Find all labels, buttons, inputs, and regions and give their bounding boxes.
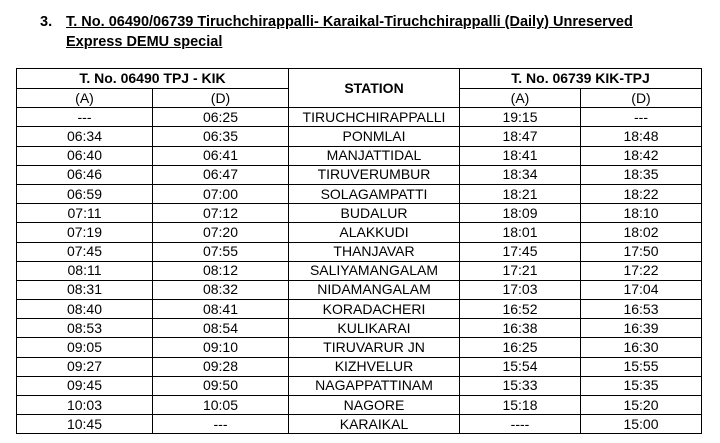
- left-departure-cell: 07:00: [153, 184, 289, 203]
- station-cell: KORADACHERI: [289, 300, 460, 319]
- station-cell: NIDAMANGALAM: [289, 280, 460, 299]
- table-row: [17, 204, 702, 223]
- left-arrival-cell: 10:45: [17, 415, 153, 434]
- station-cell: TIRUVARUR JN: [289, 338, 460, 357]
- left-arrival-cell: 07:19: [17, 223, 153, 242]
- left-departure-cell: 06:25: [153, 108, 289, 127]
- left-arrival-cell: 08:31: [17, 280, 153, 299]
- left-arrival-cell: 07:11: [17, 204, 153, 223]
- table-row: [17, 108, 702, 127]
- right-arrival-cell: 18:47: [460, 127, 581, 146]
- left-arrival-cell: 08:40: [17, 300, 153, 319]
- left-departure-cell: 06:47: [153, 165, 289, 184]
- station-cell: THANJAVAR: [289, 242, 460, 261]
- left-arrival-cell: 10:03: [17, 396, 153, 415]
- right-departure-header: (D): [581, 89, 702, 108]
- right-departure-cell: 17:04: [581, 280, 702, 299]
- station-cell: SALIYAMANGALAM: [289, 261, 460, 280]
- left-departure-cell: 08:12: [153, 261, 289, 280]
- right-arrival-cell: 17:45: [460, 242, 581, 261]
- left-departure-cell: 09:28: [153, 357, 289, 376]
- table-row: [17, 223, 702, 242]
- right-departure-cell: 18:35: [581, 165, 702, 184]
- right-arrival-cell: 16:52: [460, 300, 581, 319]
- table-row: [17, 280, 702, 299]
- timetable: [16, 68, 702, 434]
- right-arrival-cell: 17:21: [460, 261, 581, 280]
- right-arrival-cell: 18:41: [460, 146, 581, 165]
- right-arrival-cell: 18:34: [460, 165, 581, 184]
- right-departure-cell: 15:35: [581, 376, 702, 395]
- left-departure-cell: 06:41: [153, 146, 289, 165]
- right-departure-cell: 15:55: [581, 357, 702, 376]
- right-arrival-cell: 15:54: [460, 357, 581, 376]
- station-cell: NAGAPPATTINAM: [289, 376, 460, 395]
- left-departure-cell: 08:54: [153, 319, 289, 338]
- station-cell: PONMLAI: [289, 127, 460, 146]
- station-cell: SOLAGAMPATTI: [289, 184, 460, 203]
- right-arrival-cell: 19:15: [460, 108, 581, 127]
- right-arrival-cell: 15:18: [460, 396, 581, 415]
- station-cell: KULIKARAI: [289, 319, 460, 338]
- left-arrival-cell: ---: [17, 108, 153, 127]
- right-arrival-cell: 15:33: [460, 376, 581, 395]
- left-departure-cell: 09:10: [153, 338, 289, 357]
- right-departure-cell: 18:02: [581, 223, 702, 242]
- left-arrival-cell: 06:46: [17, 165, 153, 184]
- left-arrival-cell: 06:34: [17, 127, 153, 146]
- left-departure-header: (D): [153, 89, 289, 108]
- station-cell: TIRUCHCHIRAPPALLI: [289, 108, 460, 127]
- left-departure-cell: 08:32: [153, 280, 289, 299]
- left-departure-cell: ---: [153, 415, 289, 434]
- right-departure-cell: 17:50: [581, 242, 702, 261]
- station-cell: BUDALUR: [289, 204, 460, 223]
- station-cell: KARAIKAL: [289, 415, 460, 434]
- left-departure-cell: 07:55: [153, 242, 289, 261]
- table-row: [17, 165, 702, 184]
- table-row: [17, 396, 702, 415]
- table-row: [17, 376, 702, 395]
- left-departure-cell: 06:35: [153, 127, 289, 146]
- right-departure-cell: 17:22: [581, 261, 702, 280]
- left-arrival-cell: 09:05: [17, 338, 153, 357]
- right-departure-cell: 15:20: [581, 396, 702, 415]
- left-departure-cell: 09:50: [153, 376, 289, 395]
- station-cell: TIRUVERUMBUR: [289, 165, 460, 184]
- left-arrival-cell: 08:11: [17, 261, 153, 280]
- station-cell: NAGORE: [289, 396, 460, 415]
- table-row: [17, 357, 702, 376]
- left-departure-cell: 07:12: [153, 204, 289, 223]
- section-title-line2: Express DEMU special: [66, 34, 223, 50]
- right-arrival-cell: 16:38: [460, 319, 581, 338]
- right-arrival-cell: ----: [460, 415, 581, 434]
- right-departure-cell: 16:53: [581, 300, 702, 319]
- station-cell: MANJATTIDAL: [289, 146, 460, 165]
- station-header: STATION: [289, 69, 460, 108]
- left-arrival-header: (A): [17, 89, 153, 108]
- right-departure-cell: 16:39: [581, 319, 702, 338]
- left-arrival-cell: 09:45: [17, 376, 153, 395]
- left-arrival-cell: 06:40: [17, 146, 153, 165]
- station-cell: ALAKKUDI: [289, 223, 460, 242]
- right-arrival-cell: 18:21: [460, 184, 581, 203]
- left-train-header: T. No. 06490 TPJ - KIK: [17, 69, 289, 89]
- right-departure-cell: 18:10: [581, 204, 702, 223]
- left-arrival-cell: 09:27: [17, 357, 153, 376]
- left-departure-cell: 08:41: [153, 300, 289, 319]
- right-departure-cell: 18:48: [581, 127, 702, 146]
- table-row: [17, 242, 702, 261]
- right-arrival-header: (A): [460, 89, 581, 108]
- station-cell: KIZHVELUR: [289, 357, 460, 376]
- table-row: [17, 319, 702, 338]
- right-train-header: T. No. 06739 KIK-TPJ: [460, 69, 702, 89]
- right-departure-cell: ---: [581, 108, 702, 127]
- left-arrival-cell: 07:45: [17, 242, 153, 261]
- timetable-body: [17, 108, 702, 434]
- right-arrival-cell: 18:09: [460, 204, 581, 223]
- left-arrival-cell: 08:53: [17, 319, 153, 338]
- table-row: [17, 261, 702, 280]
- left-arrival-cell: 06:59: [17, 184, 153, 203]
- table-row: [17, 127, 702, 146]
- right-arrival-cell: 17:03: [460, 280, 581, 299]
- right-departure-cell: 15:00: [581, 415, 702, 434]
- left-departure-cell: 07:20: [153, 223, 289, 242]
- table-row: [17, 184, 702, 203]
- section-number: 3.: [40, 14, 53, 30]
- right-departure-cell: 18:42: [581, 146, 702, 165]
- table-row: [17, 146, 702, 165]
- table-row: [17, 300, 702, 319]
- table-row: [17, 415, 702, 434]
- right-departure-cell: 18:22: [581, 184, 702, 203]
- table-row: [17, 338, 702, 357]
- left-departure-cell: 10:05: [153, 396, 289, 415]
- right-arrival-cell: 16:25: [460, 338, 581, 357]
- right-departure-cell: 16:30: [581, 338, 702, 357]
- right-arrival-cell: 18:01: [460, 223, 581, 242]
- section-title-line1: T. No. 06490/06739 Tiruchchirappalli- Karaikal-Tiruchchirappalli (Daily) Unreserved: [66, 14, 633, 30]
